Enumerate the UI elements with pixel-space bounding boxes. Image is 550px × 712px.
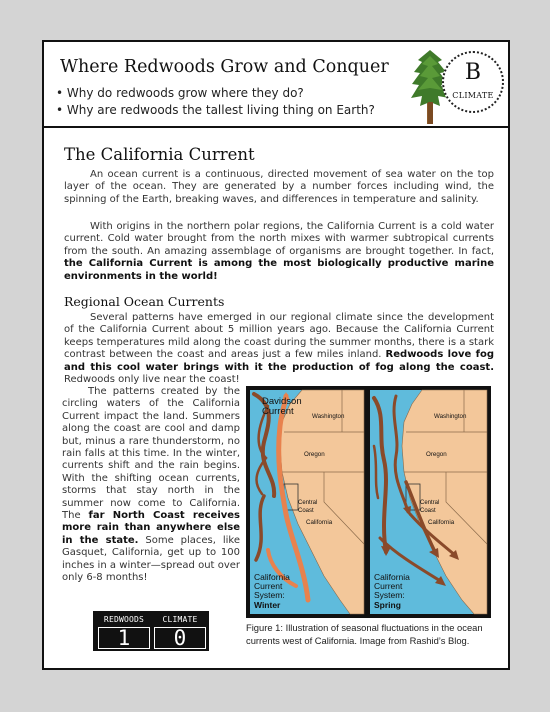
winter-map xyxy=(250,390,364,614)
spring-california-label: California xyxy=(428,519,455,526)
badge-label: CLIMATE xyxy=(452,91,494,100)
spring-coast-label: Coast xyxy=(420,508,436,514)
davidson-label: Davidson xyxy=(262,396,302,407)
spring-central-label: Central xyxy=(420,500,440,506)
paragraph-rain-patterns: The patterns created by the circling waters of the California Current impact the land. Summers along the coast are cool and damp but, minus a rare thunderstorm, no rain falls at this time. In the winter, currents shift and the rain begins. With the shifting ocean currents, storms that stay north in the summer now come to California. The far North Coast receives more rain than anywhere else in the state. Some places, like Gasquet, California, get up to 100 inches in a winter—spread out over only 6-8 months! xyxy=(62,386,240,584)
winter-california-label: California xyxy=(306,519,333,526)
paragraph-ocean-current: An ocean current is a continuous, directed movement of sea water on the top layer of the ocean. They are generated by a number forces including wind, the spinning of the Earth, breaking waves, and differences in temperature and salinity. xyxy=(64,169,494,205)
section-title: The California Current xyxy=(64,145,255,164)
ocean-currents-figure xyxy=(246,386,491,618)
spring-map xyxy=(370,390,487,614)
winter-system-label-3: System: xyxy=(254,590,285,600)
subsection-title: Regional Ocean Currents xyxy=(64,294,225,309)
header xyxy=(44,42,508,128)
scoreboard xyxy=(93,611,209,651)
winter-oregon-label: Oregon xyxy=(304,451,325,458)
spring-washington-label: Washington xyxy=(434,413,467,420)
climate-badge xyxy=(442,51,504,113)
scoreboard-label-climate: CLIMATE xyxy=(162,615,198,624)
paragraph-regional-patterns: Several patterns have emerged in our regional climate since the development of the California Current about 5 million years ago. Because the California Current keeps temperatures mild along the coast during the summer months, there is a stark contrast between the coast and areas just a few miles inland. Redwoods love fog and this cool water brings with it the production of fog along the coast. Redwoods only live near the coast! xyxy=(64,312,494,386)
scoreboard-label-redwoods: REDWOODS xyxy=(103,615,145,624)
scoreboard-value-redwoods: 1 xyxy=(117,626,131,650)
scoreboard-box-redwoods xyxy=(98,627,150,649)
spring-oregon-label: Oregon xyxy=(426,451,447,458)
worksheet-page xyxy=(42,40,510,670)
winter-system-label-1: California xyxy=(254,572,290,582)
davidson-current-label: Current xyxy=(262,406,294,417)
spring-system-label-2: Current xyxy=(374,581,403,591)
spring-system-label-3: System: xyxy=(374,590,405,600)
scoreboard-box-climate xyxy=(154,627,206,649)
badge-letter: B xyxy=(464,60,482,85)
page-title: Where Redwoods Grow and Conquer xyxy=(60,57,389,77)
spring-system-label-1: California xyxy=(374,572,410,582)
winter-coast-label: Coast xyxy=(298,508,314,514)
paragraph-california-current: With origins in the northern polar regions, the California Current is a cold water current. Cold water brought from the north mixes with warmer subtropical currents from the south. An amazing assemblage of organisms are brought together. In fact, the California Current is among the most biologically productive marine environments in the world! xyxy=(64,221,494,282)
winter-system-label-2: Current xyxy=(254,581,283,591)
winter-washington-label: Washington xyxy=(312,413,345,420)
spring-season-label: Spring xyxy=(374,600,401,610)
question-1: • Why do redwoods grow where they do? xyxy=(56,86,304,100)
question-2: • Why are redwoods the tallest living thing on Earth? xyxy=(56,103,375,117)
winter-central-label: Central xyxy=(298,500,318,506)
scoreboard-value-climate: 0 xyxy=(173,626,187,650)
winter-season-label: Winter xyxy=(254,600,281,610)
figure-caption: Figure 1: Illustration of seasonal fluctuations in the ocean currents west of California. Image from Rashid’s Blog. xyxy=(246,622,483,646)
